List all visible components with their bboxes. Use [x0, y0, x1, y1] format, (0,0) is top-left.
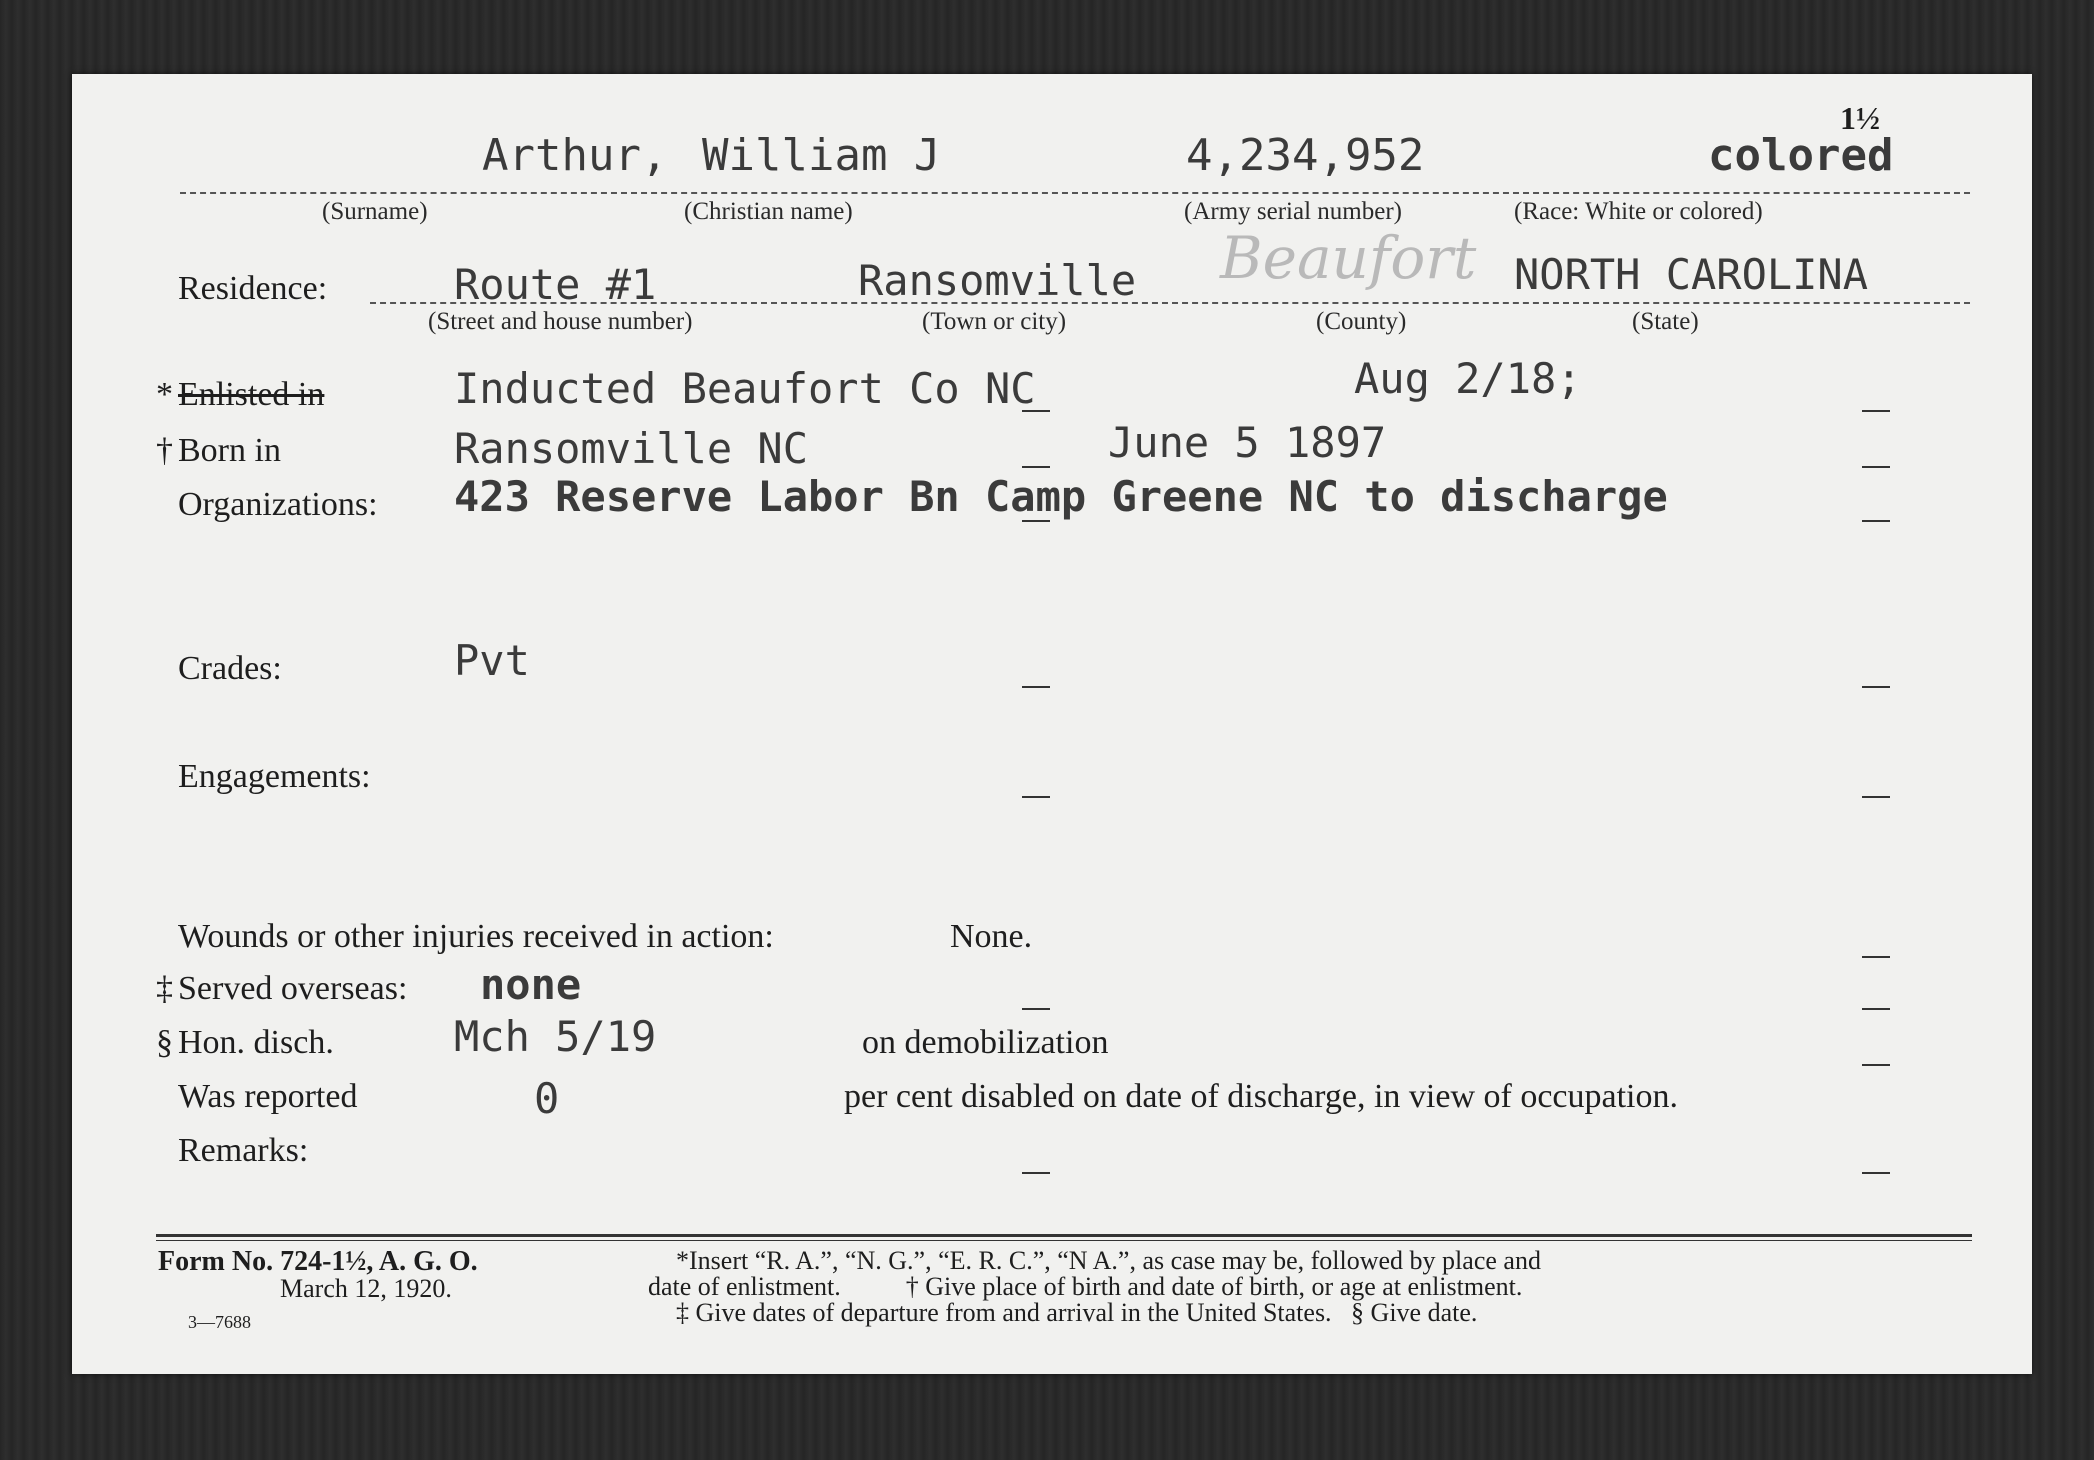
reported-value: 0	[534, 1074, 560, 1123]
grades-label: Crades:	[178, 650, 282, 687]
engagements-mid-tick	[1022, 796, 1050, 798]
discharge-note: on demobilization	[862, 1024, 1109, 1061]
enlisted-value: Inducted Beaufort Co NC	[454, 364, 1036, 413]
overseas-label: Served overseas:	[178, 970, 408, 1007]
footnote-line-3: ‡ Give dates of departure from and arrival in the United States. § Give date.	[676, 1298, 1478, 1327]
form-number: Form No. 724-1½, A. G. O.	[158, 1246, 478, 1277]
header-dashed-line	[180, 192, 1970, 194]
race-caption: (Race: White or colored)	[1514, 198, 1763, 225]
remarks-mid-tick	[1022, 1172, 1050, 1174]
overseas-value: none	[480, 960, 582, 1009]
reported-note: per cent disabled on date of discharge, in view of occupation.	[844, 1078, 1678, 1115]
remarks-end-tick	[1862, 1172, 1890, 1174]
reported-label: Was reported	[178, 1078, 358, 1115]
overseas-mid-tick	[1022, 1008, 1050, 1010]
born-mid-tick	[1022, 466, 1050, 468]
discharge-mark: §	[156, 1024, 173, 1061]
footnote-line-1: *Insert “R. A.”, “N. G.”, “E. R. C.”, “N A.”, as case may be, followed by place and	[676, 1246, 1541, 1275]
serial-number-value: 4,234,952	[1186, 130, 1425, 181]
county-caption: (County)	[1316, 308, 1407, 335]
enlisted-end-tick	[1862, 410, 1890, 412]
enlisted-mid-tick	[1022, 410, 1050, 412]
grades-mid-tick	[1022, 686, 1050, 688]
service-record-card	[72, 74, 2032, 1374]
town-value: Ransomville	[858, 256, 1137, 305]
organizations-mid-tick	[1022, 520, 1050, 522]
footnote-line-2: date of enlistment. † Give place of birth and date of birth, or age at enlistment.	[648, 1272, 1523, 1301]
county-value-handwritten: Beaufort	[1220, 224, 1477, 292]
christian-name-value: William J	[702, 130, 941, 181]
residence-dashed-line	[370, 302, 1970, 304]
state-caption: (State)	[1632, 308, 1699, 335]
form-date: March 12, 1920.	[280, 1274, 452, 1303]
remarks-label: Remarks:	[178, 1132, 309, 1169]
wounds-end-tick	[1862, 956, 1890, 958]
christian-name-caption: (Christian name)	[684, 198, 853, 225]
organizations-end-tick	[1862, 520, 1890, 522]
street-value: Route #1	[454, 260, 657, 309]
footer-rule-bottom	[156, 1240, 1972, 1241]
organizations-label: Organizations:	[178, 486, 378, 523]
born-label: Born in	[178, 432, 281, 469]
race-value: colored	[1708, 130, 1894, 181]
organizations-value: 423 Reserve Labor Bn Camp Greene NC to discharge	[454, 472, 1668, 521]
enlisted-date: Aug 2/18;	[1354, 354, 1582, 403]
discharge-end-tick	[1862, 1064, 1890, 1066]
street-caption: (Street and house number)	[428, 308, 693, 335]
born-place-value: Ransomville NC	[454, 424, 809, 473]
discharge-label: Hon. disch.	[178, 1024, 334, 1061]
grades-value: Pvt	[454, 636, 530, 685]
engagements-end-tick	[1862, 796, 1890, 798]
serial-number-caption: (Army serial number)	[1184, 198, 1402, 225]
born-mark: †	[156, 432, 173, 469]
surname-value: Arthur,	[482, 130, 668, 181]
grades-end-tick	[1862, 686, 1890, 688]
state-value: NORTH CAROLINA	[1514, 250, 1869, 299]
surname-caption: (Surname)	[322, 198, 428, 225]
enlisted-mark: *	[156, 376, 173, 413]
engagements-label: Engagements:	[178, 758, 371, 795]
wounds-value: None.	[950, 918, 1033, 955]
town-caption: (Town or city)	[922, 308, 1067, 335]
enlisted-label: Enlisted in	[178, 376, 325, 413]
overseas-mark: ‡	[156, 970, 173, 1007]
residence-label: Residence:	[178, 270, 328, 307]
discharge-value: Mch 5/19	[454, 1012, 657, 1061]
overseas-end-tick	[1862, 1008, 1890, 1010]
born-date-value: June 5 1897	[1108, 418, 1387, 467]
wounds-label: Wounds or other injuries received in action:	[178, 918, 774, 955]
footer-rule-top	[156, 1234, 1972, 1237]
form-fraction: 1½	[1840, 100, 1880, 136]
print-code: 3—7688	[188, 1312, 251, 1332]
born-end-tick	[1862, 466, 1890, 468]
